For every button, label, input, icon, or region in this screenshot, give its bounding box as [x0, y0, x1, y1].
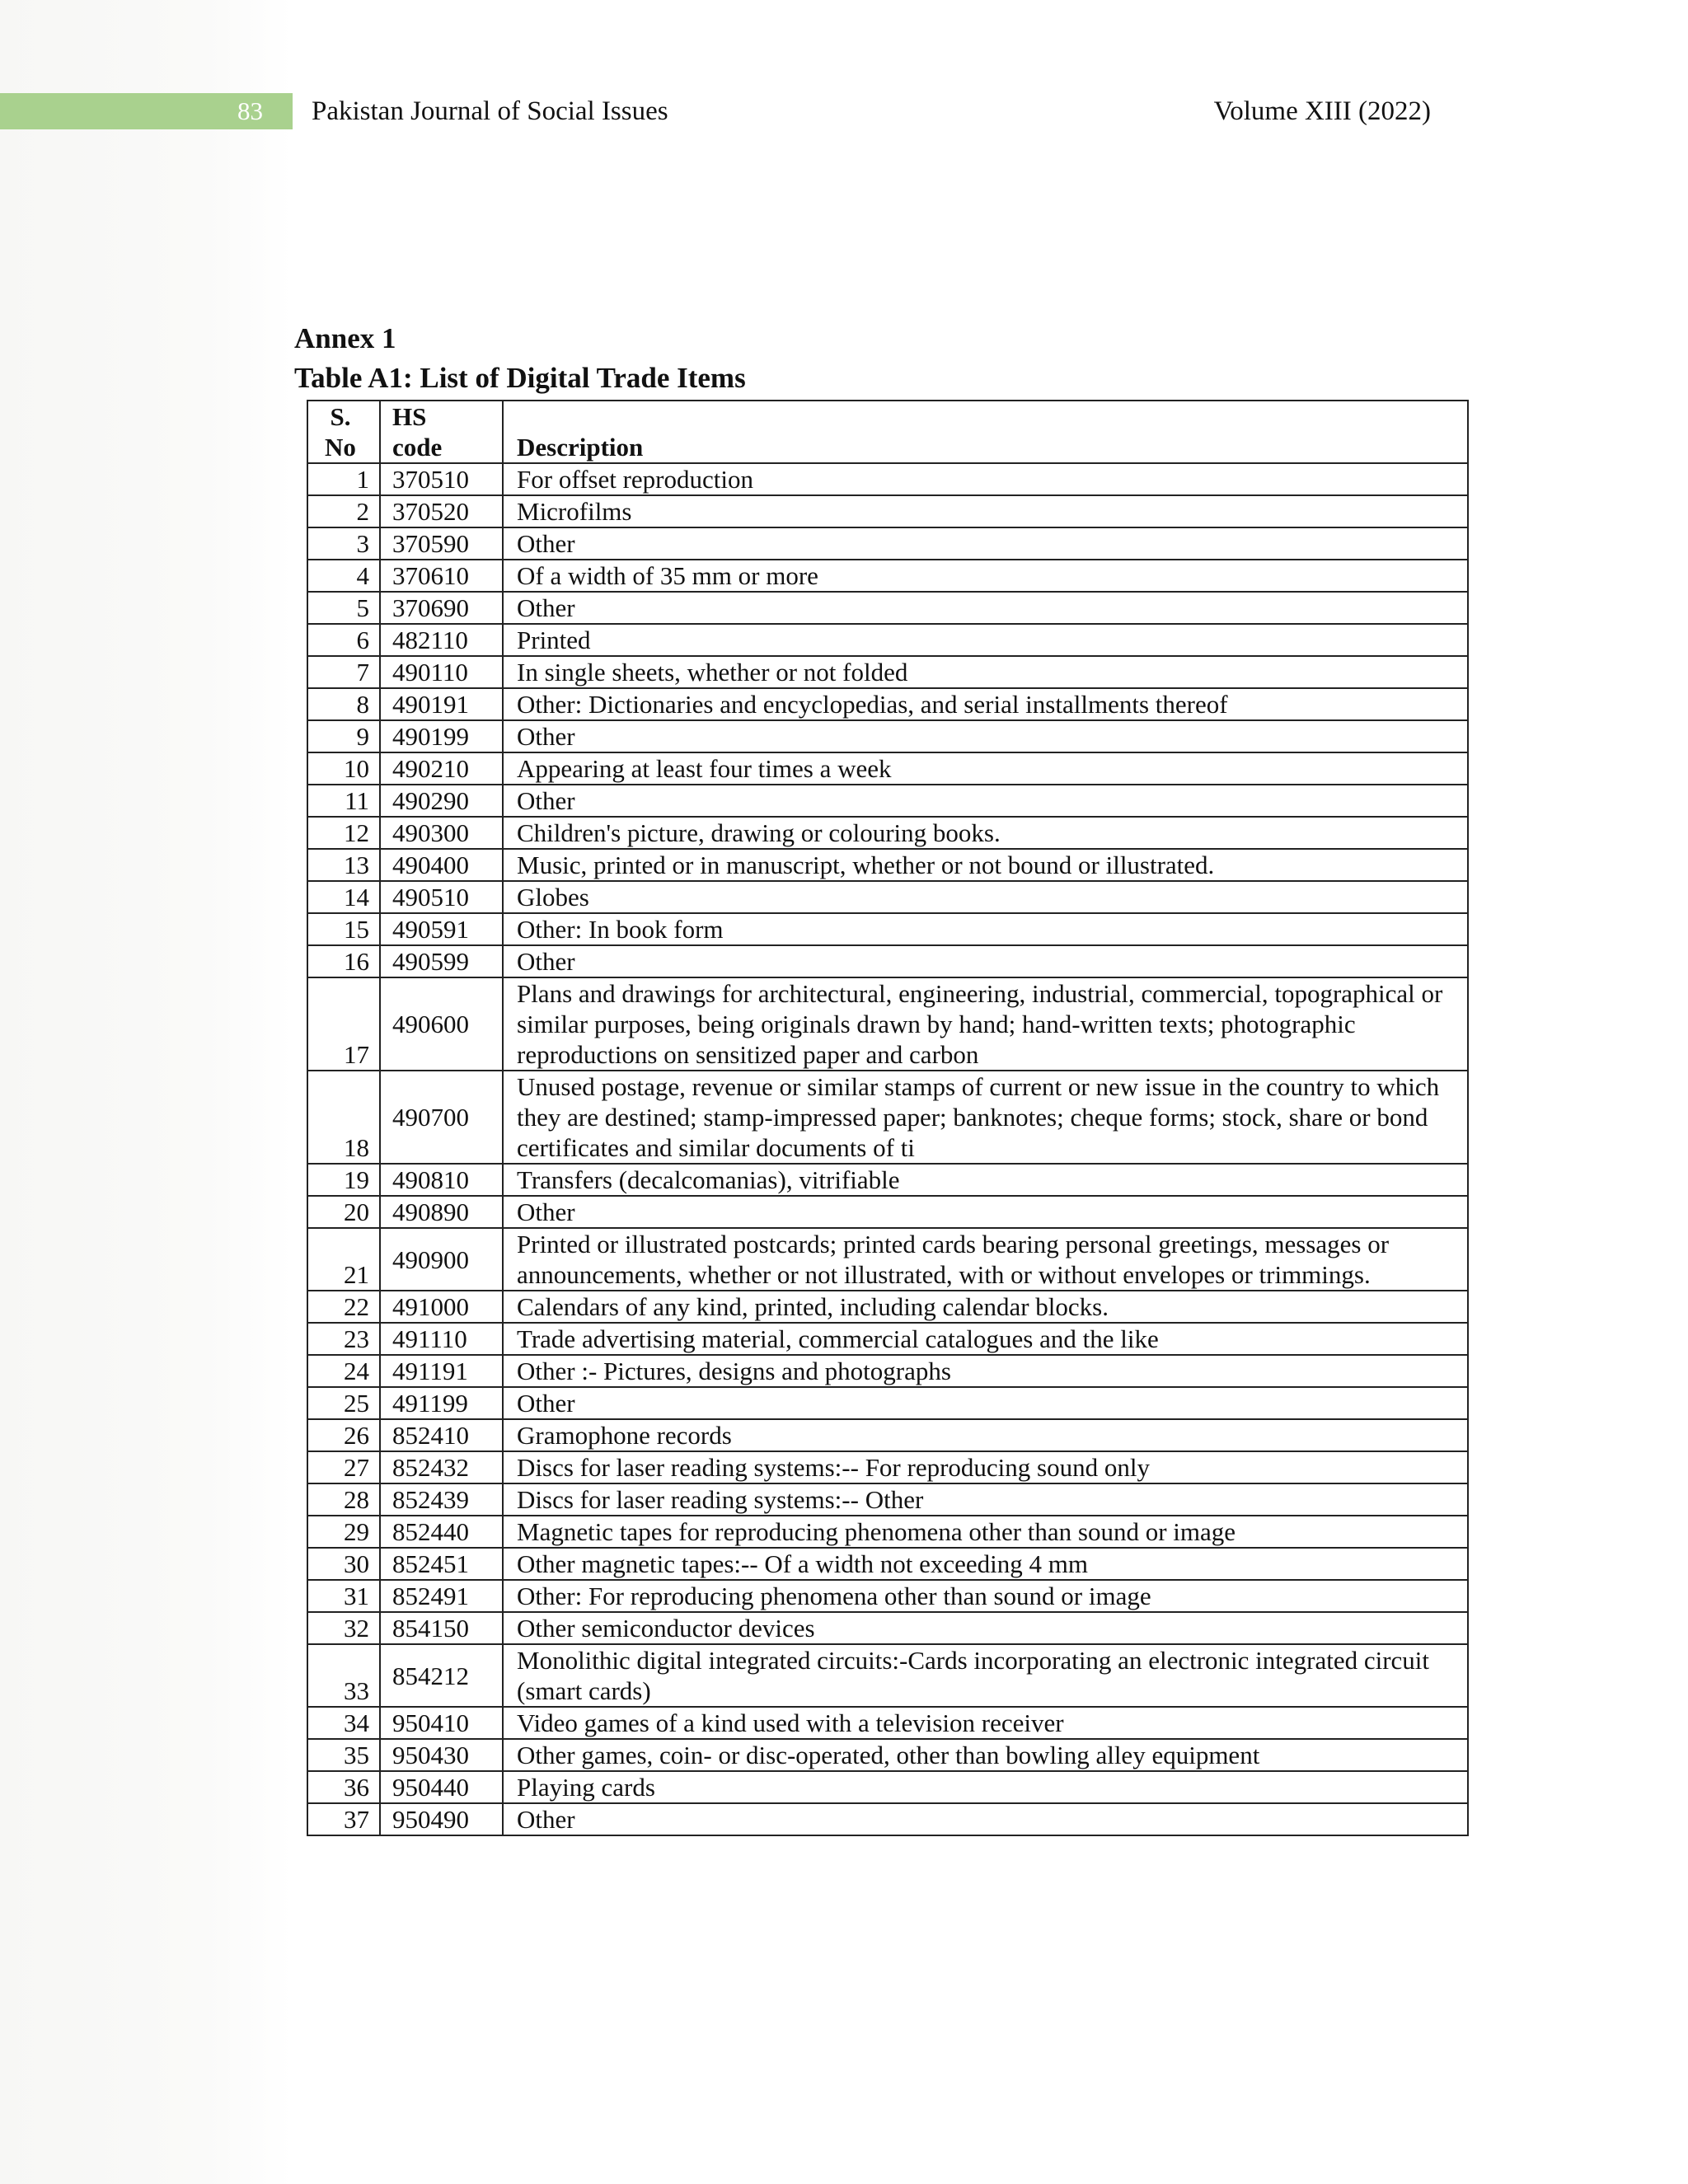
hs-code-cell: 491110: [380, 1323, 503, 1355]
serial-number-cell: 11: [307, 785, 380, 817]
table-row: [307, 1387, 1468, 1419]
table-title: Table A1: List of Digital Trade Items: [294, 362, 746, 394]
description-cell: Monolithic digital integrated circuits:-Cards incorporating an electronic integrated circuit (smart cards): [503, 1644, 1468, 1707]
description-cell: Gramophone records: [503, 1419, 1468, 1451]
description-cell: Other: For reproducing phenomena other than sound or image: [503, 1580, 1468, 1612]
table-row: [307, 527, 1468, 560]
description-cell: Children's picture, drawing or colouring books.: [503, 817, 1468, 849]
description-cell: Appearing at least four times a week: [503, 752, 1468, 785]
serial-number-cell: 20: [307, 1196, 380, 1228]
hs-code-cell: 490210: [380, 752, 503, 785]
hs-code-cell: 852439: [380, 1483, 503, 1516]
header-hs-code: [380, 401, 503, 463]
serial-number-cell: 34: [307, 1707, 380, 1739]
serial-number-cell: 17: [307, 977, 380, 1071]
hs-code-cell: 490300: [380, 817, 503, 849]
description-cell: Other: [503, 592, 1468, 624]
hs-code-cell: 490199: [380, 720, 503, 752]
description-cell: For offset reproduction: [503, 463, 1468, 495]
hs-code-cell: 490810: [380, 1164, 503, 1196]
hs-code-cell: 370510: [380, 463, 503, 495]
table-row: [307, 1548, 1468, 1580]
table-row: [307, 1739, 1468, 1771]
hs-code-cell: 950430: [380, 1739, 503, 1771]
description-cell: Calendars of any kind, printed, including calendar blocks.: [503, 1291, 1468, 1323]
hs-code-cell: 852491: [380, 1580, 503, 1612]
table-row: [307, 1803, 1468, 1835]
table-row: [307, 817, 1468, 849]
table-row: [307, 913, 1468, 945]
hs-code-cell: 490110: [380, 656, 503, 688]
hs-code-cell: 490510: [380, 881, 503, 913]
hs-code-cell: 370610: [380, 560, 503, 592]
serial-number-cell: 15: [307, 913, 380, 945]
hs-code-cell: 852440: [380, 1516, 503, 1548]
serial-number-cell: 4: [307, 560, 380, 592]
table-row: [307, 945, 1468, 977]
hs-code-cell: 490191: [380, 688, 503, 720]
description-cell: Other: [503, 1803, 1468, 1835]
serial-number-cell: 19: [307, 1164, 380, 1196]
table-row: [307, 977, 1468, 1071]
serial-number-cell: 12: [307, 817, 380, 849]
serial-number-cell: 24: [307, 1355, 380, 1387]
description-cell: Other: [503, 1196, 1468, 1228]
hs-code-cell: 490591: [380, 913, 503, 945]
table-body: [307, 463, 1468, 1835]
volume-label: Volume XIII (2022): [1213, 96, 1431, 126]
hs-code-cell: 490599: [380, 945, 503, 977]
hs-code-cell: 370690: [380, 592, 503, 624]
annex-title: Annex 1: [294, 322, 396, 354]
description-cell: Printed: [503, 624, 1468, 656]
serial-number-cell: 1: [307, 463, 380, 495]
serial-number-cell: 29: [307, 1516, 380, 1548]
description-cell: Of a width of 35 mm or more: [503, 560, 1468, 592]
hs-code-cell: 491000: [380, 1291, 503, 1323]
table-row: [307, 1580, 1468, 1612]
header-hs-line2: code: [392, 433, 443, 462]
serial-number-cell: 35: [307, 1739, 380, 1771]
serial-number-cell: 22: [307, 1291, 380, 1323]
table-row: [307, 785, 1468, 817]
header-serial-number: [307, 401, 380, 463]
serial-number-cell: 18: [307, 1071, 380, 1164]
description-cell: Microfilms: [503, 495, 1468, 527]
description-cell: Trade advertising material, commercial catalogues and the like: [503, 1323, 1468, 1355]
description-cell: Transfers (decalcomanias), vitrifiable: [503, 1164, 1468, 1196]
table-row: [307, 720, 1468, 752]
description-cell: Other: In book form: [503, 913, 1468, 945]
table-row: [307, 1707, 1468, 1739]
description-cell: Other :- Pictures, designs and photographs: [503, 1355, 1468, 1387]
table-row: [307, 1164, 1468, 1196]
hs-code-cell: 490290: [380, 785, 503, 817]
serial-number-cell: 9: [307, 720, 380, 752]
hs-code-cell: 490700: [380, 1071, 503, 1164]
digital-trade-items-table: [307, 400, 1469, 1836]
table-row: [307, 624, 1468, 656]
hs-code-cell: 854150: [380, 1612, 503, 1644]
header-description: Description: [503, 401, 1468, 463]
hs-code-cell: 491191: [380, 1355, 503, 1387]
table-header-row: [307, 401, 1468, 463]
description-cell: Other: [503, 1387, 1468, 1419]
table-row: [307, 849, 1468, 881]
description-cell: Discs for laser reading systems:-- For reproducing sound only: [503, 1451, 1468, 1483]
serial-number-cell: 2: [307, 495, 380, 527]
table-row: [307, 592, 1468, 624]
serial-number-cell: 27: [307, 1451, 380, 1483]
description-cell: Playing cards: [503, 1771, 1468, 1803]
table-row: [307, 656, 1468, 688]
serial-number-cell: 10: [307, 752, 380, 785]
table-row: [307, 1419, 1468, 1451]
description-cell: Other: [503, 785, 1468, 817]
serial-number-cell: 7: [307, 656, 380, 688]
serial-number-cell: 6: [307, 624, 380, 656]
table-row: [307, 1323, 1468, 1355]
hs-code-cell: 490600: [380, 977, 503, 1071]
journal-name: Pakistan Journal of Social Issues: [312, 96, 668, 126]
description-cell: Other games, coin- or disc-operated, other than bowling alley equipment: [503, 1739, 1468, 1771]
table-row: [307, 752, 1468, 785]
hs-code-cell: 852410: [380, 1419, 503, 1451]
page-number: 83: [237, 96, 263, 125]
description-cell: Other magnetic tapes:-- Of a width not exceeding 4 mm: [503, 1548, 1468, 1580]
hs-code-cell: 950490: [380, 1803, 503, 1835]
serial-number-cell: 8: [307, 688, 380, 720]
description-cell: Other: Dictionaries and encyclopedias, and serial installments thereof: [503, 688, 1468, 720]
hs-code-cell: 490900: [380, 1228, 503, 1291]
serial-number-cell: 16: [307, 945, 380, 977]
description-cell: Discs for laser reading systems:-- Other: [503, 1483, 1468, 1516]
serial-number-cell: 26: [307, 1419, 380, 1451]
description-cell: Other: [503, 720, 1468, 752]
serial-number-cell: 31: [307, 1580, 380, 1612]
table-row: [307, 1612, 1468, 1644]
serial-number-cell: 30: [307, 1548, 380, 1580]
description-cell: Globes: [503, 881, 1468, 913]
serial-number-cell: 5: [307, 592, 380, 624]
table-row: [307, 688, 1468, 720]
serial-number-cell: 28: [307, 1483, 380, 1516]
serial-number-cell: 3: [307, 527, 380, 560]
description-cell: Unused postage, revenue or similar stamps of current or new issue in the country to which they are destined; stamp-impressed paper; banknotes; cheque forms; stock, share or bond certificates and similar documents of ti: [503, 1071, 1468, 1164]
hs-code-cell: 491199: [380, 1387, 503, 1419]
table-row: [307, 1483, 1468, 1516]
table-row: [307, 560, 1468, 592]
hs-code-cell: 854212: [380, 1644, 503, 1707]
hs-code-cell: 852451: [380, 1548, 503, 1580]
serial-number-cell: 21: [307, 1228, 380, 1291]
description-cell: Other semiconductor devices: [503, 1612, 1468, 1644]
serial-number-cell: 23: [307, 1323, 380, 1355]
description-cell: Printed or illustrated postcards; printed cards bearing personal greetings, messages or announcements, whether or not illustrated, with or without envelopes or trimmings.: [503, 1228, 1468, 1291]
serial-number-cell: 14: [307, 881, 380, 913]
header-hs-line1: HS: [392, 402, 427, 431]
description-cell: Other: [503, 527, 1468, 560]
serial-number-cell: 33: [307, 1644, 380, 1707]
hs-code-cell: 950410: [380, 1707, 503, 1739]
description-cell: Magnetic tapes for reproducing phenomena other than sound or image: [503, 1516, 1468, 1548]
table-row: [307, 1451, 1468, 1483]
hs-code-cell: 370590: [380, 527, 503, 560]
header-serial-line1: S.: [330, 402, 351, 431]
description-cell: In single sheets, whether or not folded: [503, 656, 1468, 688]
hs-code-cell: 490400: [380, 849, 503, 881]
page-margin-shade: [0, 0, 293, 2184]
hs-code-cell: 490890: [380, 1196, 503, 1228]
table-row: [307, 1071, 1468, 1164]
hs-code-cell: 370520: [380, 495, 503, 527]
description-cell: Video games of a kind used with a television receiver: [503, 1707, 1468, 1739]
serial-number-cell: 25: [307, 1387, 380, 1419]
table-row: [307, 1291, 1468, 1323]
description-cell: Music, printed or in manuscript, whether or not bound or illustrated.: [503, 849, 1468, 881]
description-cell: Plans and drawings for architectural, engineering, industrial, commercial, topographical or similar purposes, being originals drawn by hand; hand-written texts; photographic reproductions on sensitized paper and carbon: [503, 977, 1468, 1071]
hs-code-cell: 852432: [380, 1451, 503, 1483]
hs-code-cell: 950440: [380, 1771, 503, 1803]
header-serial-line2: No: [325, 433, 356, 462]
serial-number-cell: 13: [307, 849, 380, 881]
serial-number-cell: 36: [307, 1771, 380, 1803]
table-row: [307, 1196, 1468, 1228]
table-row: [307, 1644, 1468, 1707]
table-row: [307, 1771, 1468, 1803]
description-cell: Other: [503, 945, 1468, 977]
table-row: [307, 1228, 1468, 1291]
table-row: [307, 1355, 1468, 1387]
hs-code-cell: 482110: [380, 624, 503, 656]
table-row: [307, 495, 1468, 527]
table-row: [307, 463, 1468, 495]
serial-number-cell: 37: [307, 1803, 380, 1835]
serial-number-cell: 32: [307, 1612, 380, 1644]
table-row: [307, 1516, 1468, 1548]
table-row: [307, 881, 1468, 913]
